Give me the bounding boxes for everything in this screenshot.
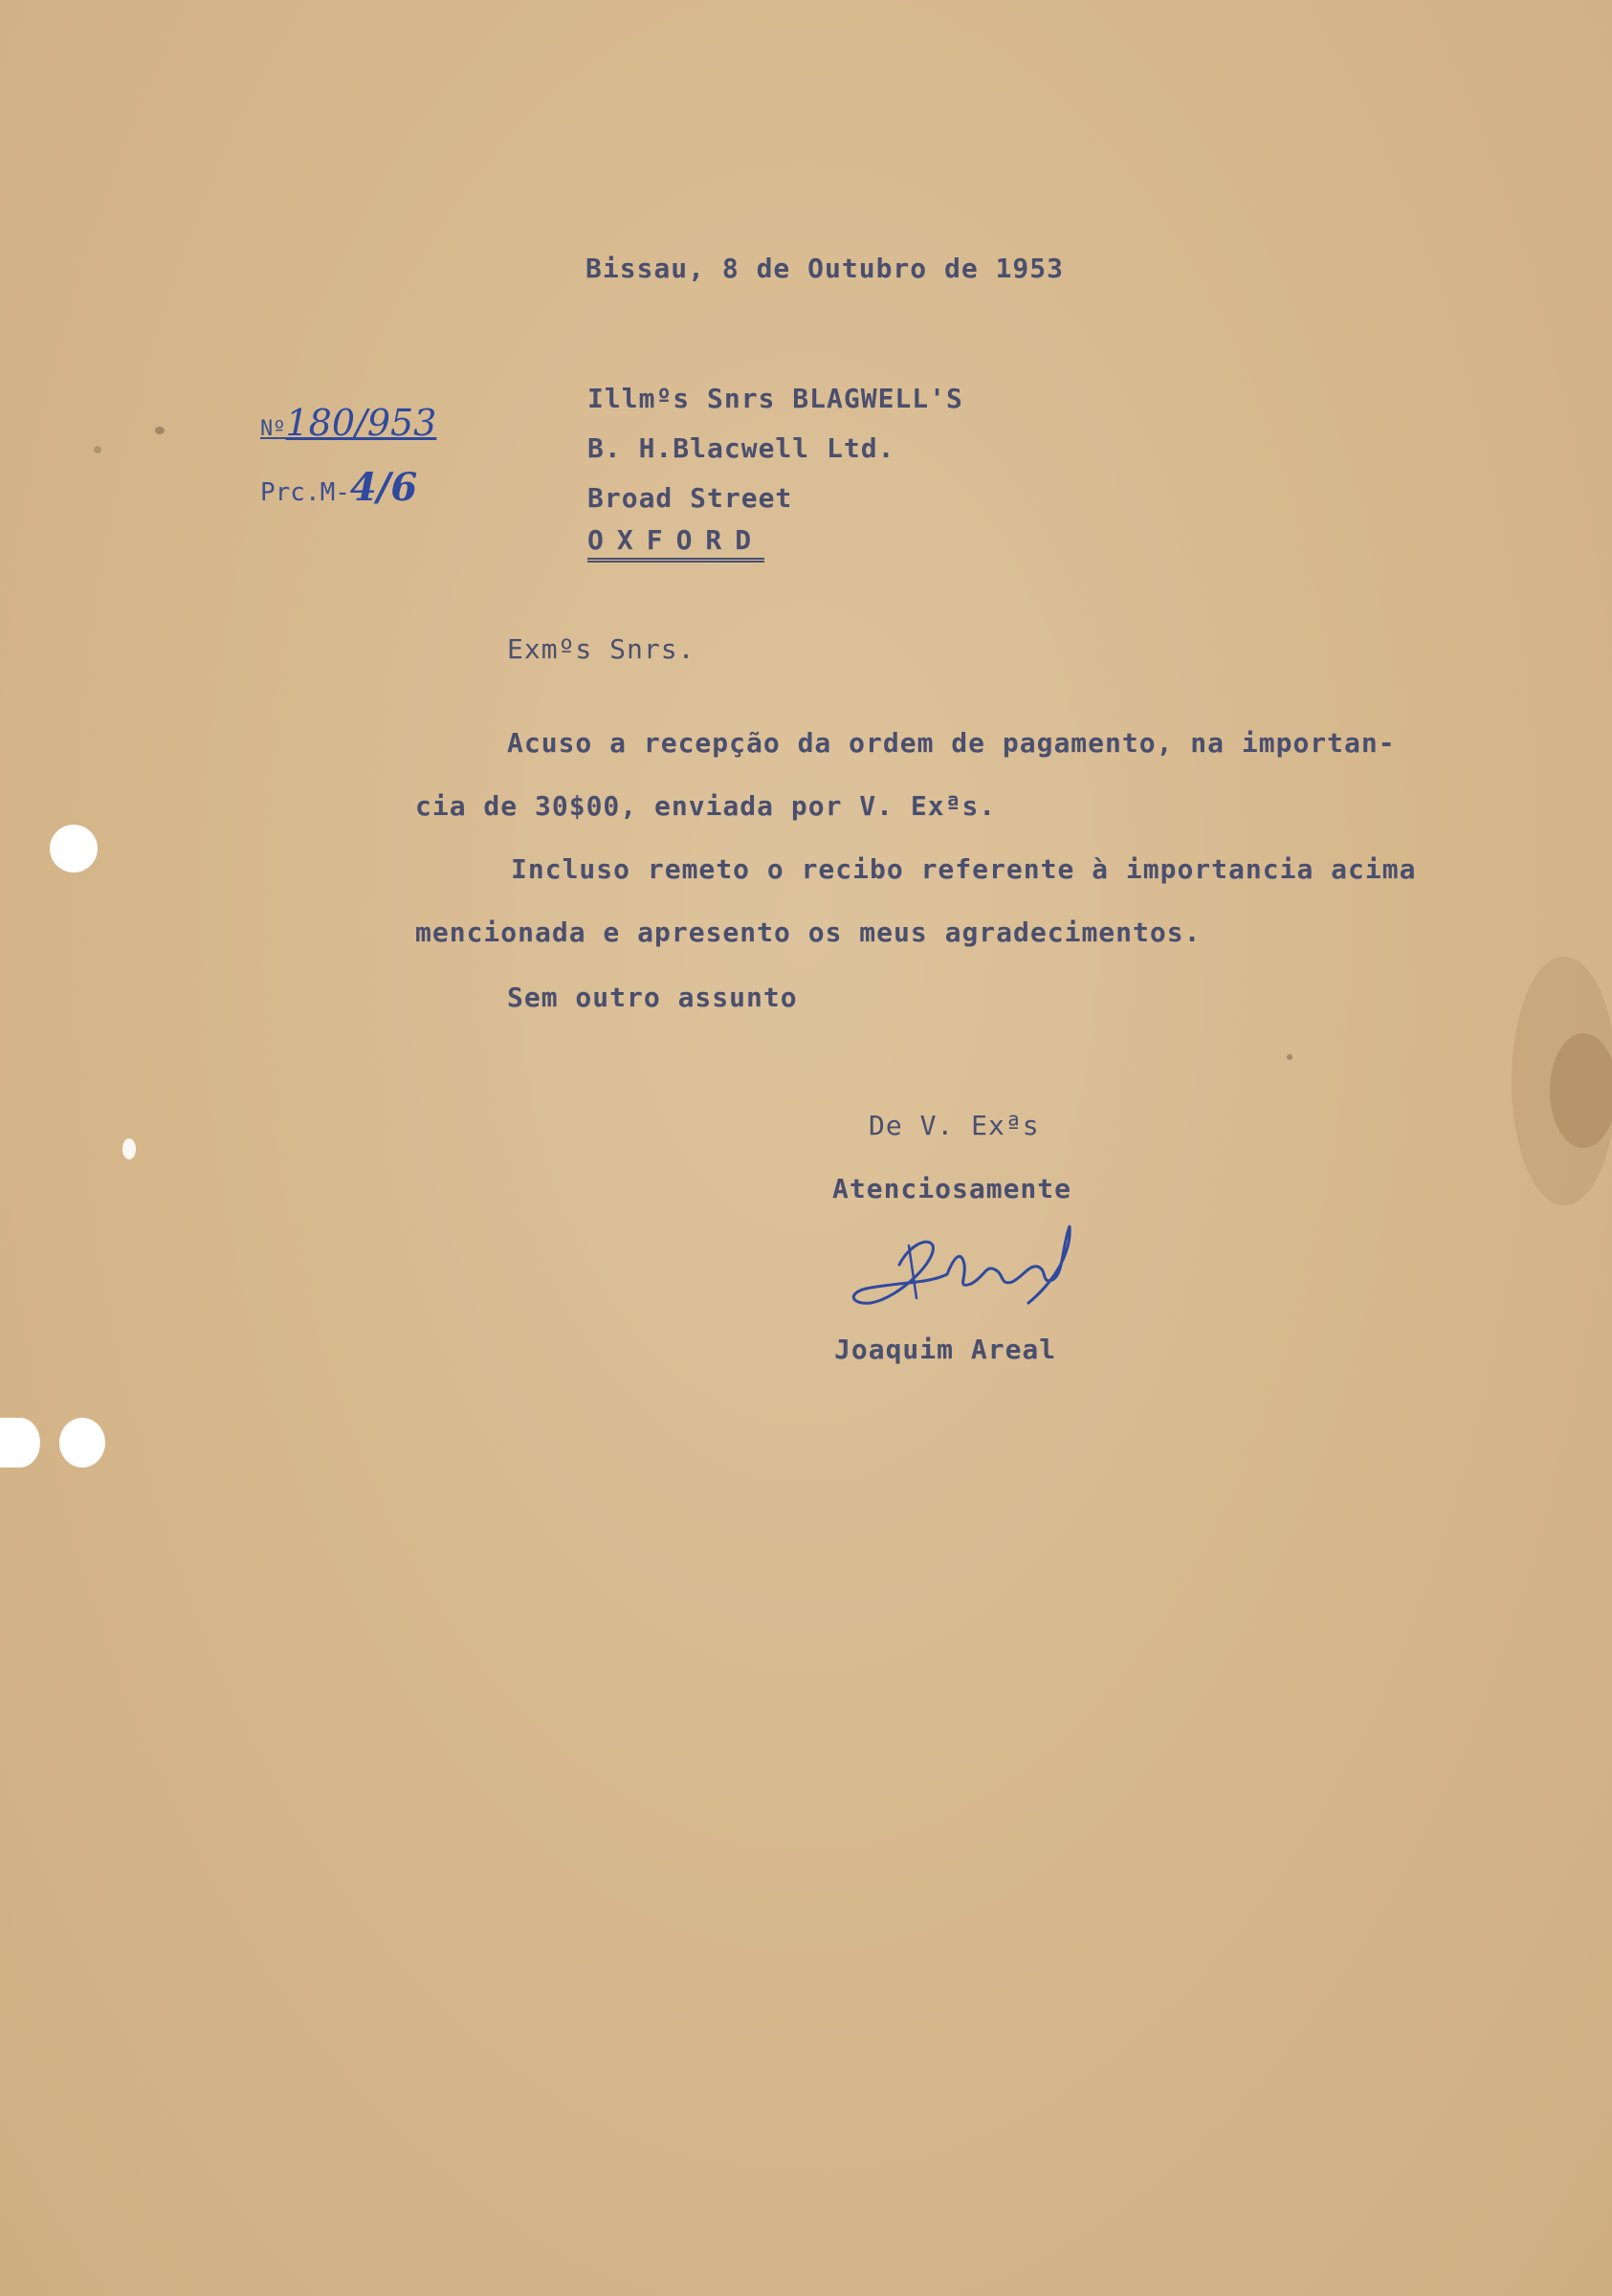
punch-hole — [50, 825, 98, 872]
reference-number — [260, 402, 436, 444]
recipient-line-1: Illmºs Snrs BLAGWELL'S — [587, 383, 963, 414]
body-para3: Sem outro assunto — [507, 982, 798, 1013]
process-number-value: 4/6 — [349, 465, 418, 510]
reference-number-prefix: Nº — [260, 417, 286, 441]
body-para2-line1: Incluso remeto o recibo referente à importancia acima — [511, 853, 1417, 885]
speck — [155, 427, 165, 434]
speck — [122, 1138, 136, 1159]
body-para2-line2: mencionada e apresento os meus agradecimentos. — [415, 916, 1202, 948]
recipient-line-3: Broad Street — [587, 482, 793, 514]
recipient-city: OXFORD — [587, 524, 764, 563]
body-para1-line2: cia de 30$00, enviada por V. Exªs. — [415, 790, 997, 822]
process-number-prefix: Prc.M- — [260, 478, 350, 507]
reference-number-value: 180/953 — [285, 402, 437, 444]
recipient-line-2: B. H.Blacwell Ltd. — [587, 432, 895, 464]
closing-line-1: De V. Exªs — [869, 1110, 1040, 1141]
signer-name: Joaquim Areal — [834, 1334, 1057, 1365]
closing-line-2: Atenciosamente — [832, 1173, 1072, 1204]
body-para1-line1: Acuso a recepção da ordem de pagamento, na importan- — [507, 727, 1396, 759]
salutation: Exmºs Snrs. — [507, 633, 696, 665]
speck — [94, 446, 101, 453]
paper-stain — [1550, 1033, 1612, 1148]
speck — [1287, 1054, 1292, 1060]
dateline: Bissau, 8 de Outubro de 1953 — [585, 253, 1065, 284]
signature-scribble — [842, 1207, 1091, 1322]
punch-hole — [59, 1418, 105, 1468]
process-number — [260, 465, 417, 510]
punch-hole — [0, 1418, 40, 1468]
